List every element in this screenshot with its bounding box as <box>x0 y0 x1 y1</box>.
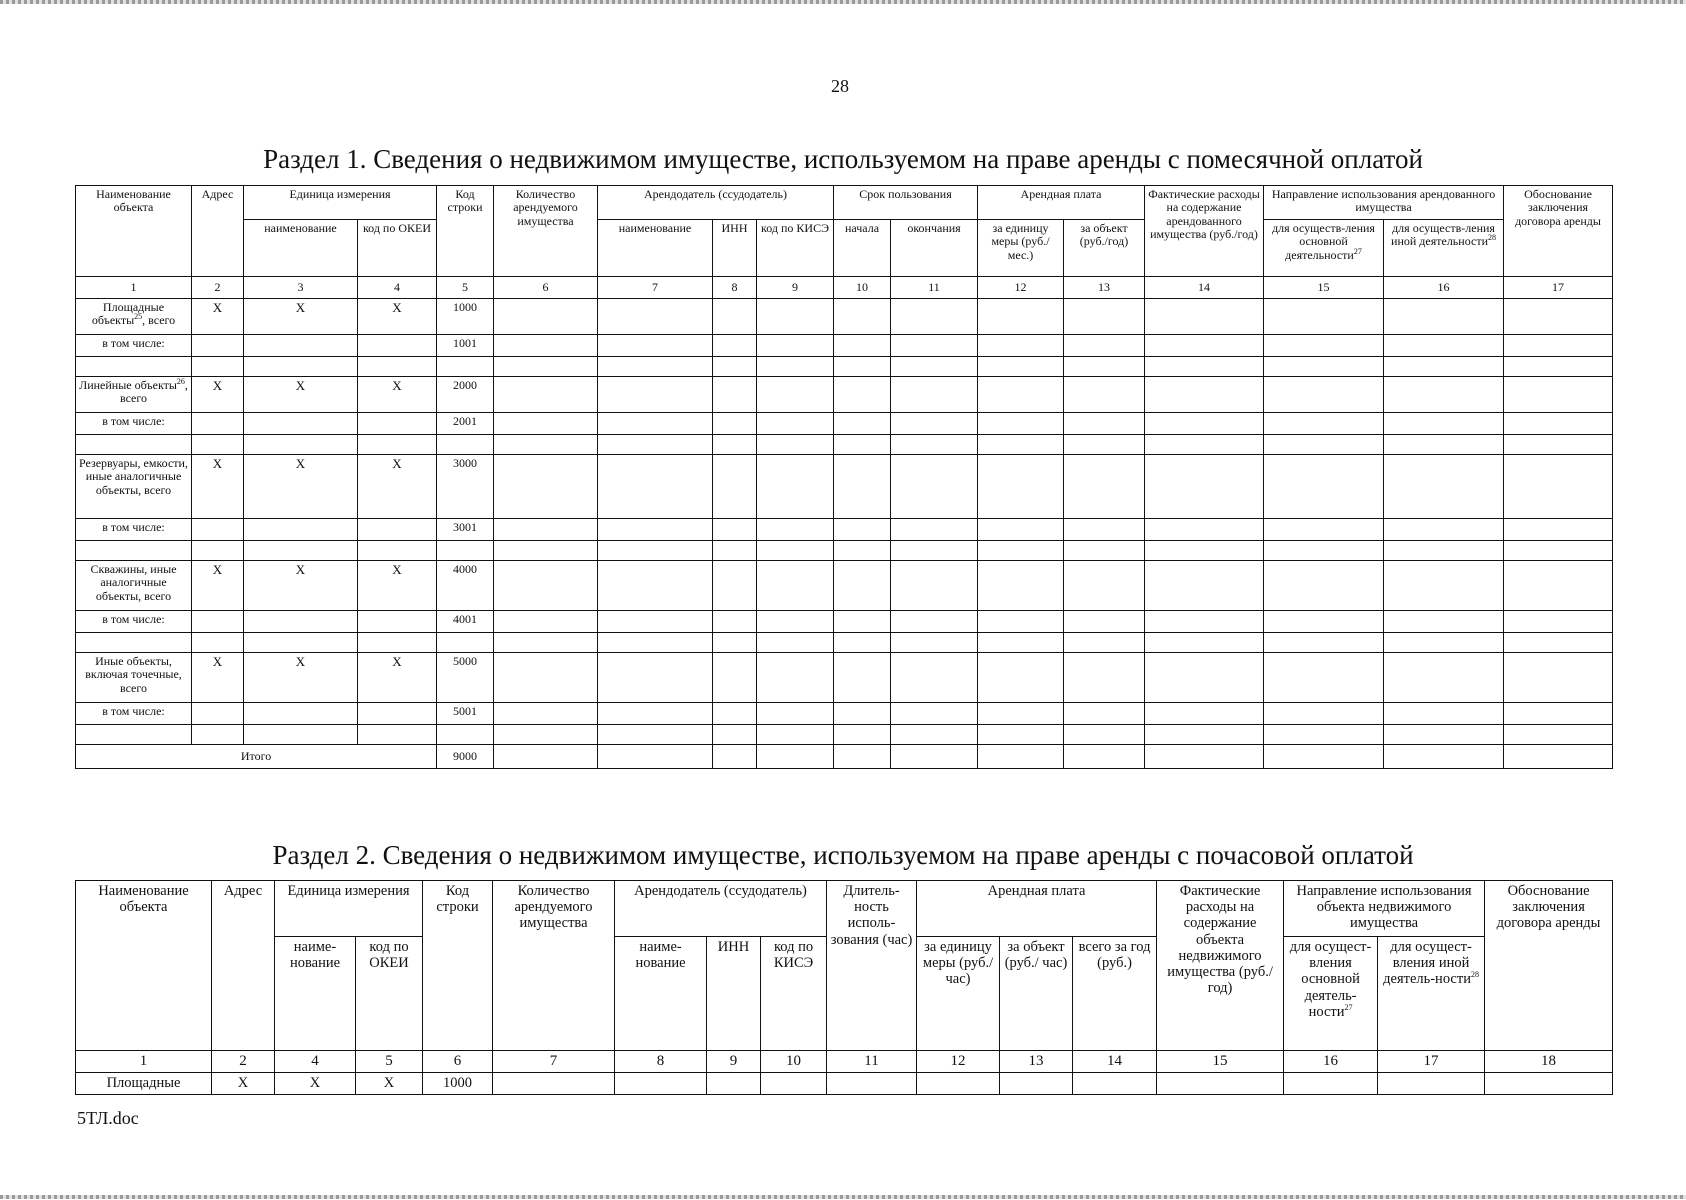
unit-name-cell: X <box>244 299 358 335</box>
header-inn: ИНН <box>707 937 761 1051</box>
column-index: 17 <box>1504 277 1613 299</box>
line-code: 5000 <box>437 653 494 703</box>
column-index: 15 <box>1264 277 1384 299</box>
table-row <box>76 541 1613 561</box>
table-row <box>76 357 1613 377</box>
header-row-top <box>76 186 1613 220</box>
document-filename: 5ТЛ.doc <box>77 1108 139 1128</box>
header-direction-other: для осуществ-ления иной деятельности$^{28}$ <box>1384 220 1504 277</box>
object-name: Площадные <box>76 1073 212 1095</box>
header-kise: код по КИСЭ <box>761 937 827 1051</box>
unit-code-cell: X <box>358 377 437 413</box>
table-row <box>76 413 1613 435</box>
column-index: 18 <box>1485 1051 1613 1073</box>
table-row <box>76 299 1613 335</box>
column-index: 6 <box>494 277 598 299</box>
header-term: Срок пользования <box>834 186 978 220</box>
column-index: 5 <box>356 1051 423 1073</box>
header-lessor-name: наиме-нование <box>615 937 707 1051</box>
object-name: Площадные объекты$^{25}$, всего <box>76 299 192 335</box>
header-lessor: Арендодатель (ссудодатель) <box>615 881 827 937</box>
footnote-mark: 28 <box>1470 970 1479 980</box>
header-lessor-name: наименование <box>598 220 713 277</box>
table-row <box>76 1073 1613 1095</box>
table-row <box>76 335 1613 357</box>
column-index: 14 <box>1145 277 1264 299</box>
footnote-mark: 25 <box>134 312 143 322</box>
header-duration: Длитель-ность исполь-зования (час) <box>827 881 917 1051</box>
header-rent-unit: за единицу меры (руб./мес.) <box>978 220 1064 277</box>
table-row <box>76 653 1613 703</box>
column-index: 10 <box>834 277 891 299</box>
line-code: 2001 <box>437 413 494 435</box>
table-row <box>76 725 1613 745</box>
column-index-row <box>76 1051 1613 1073</box>
column-index: 8 <box>713 277 757 299</box>
total-row <box>76 745 1613 769</box>
header-rent-unit: за единицу меры (руб./ час) <box>917 937 1000 1051</box>
unit-name-cell: X <box>244 377 358 413</box>
table-row <box>76 611 1613 633</box>
column-index: 11 <box>827 1051 917 1073</box>
header-quantity: Количество арендуемого имущества <box>493 881 615 1051</box>
column-index: 4 <box>358 277 437 299</box>
header-expenses: Фактические расходы на содержание объекта недвижимого имущества (руб./ год) <box>1157 881 1284 1051</box>
section-1-table <box>75 185 1613 769</box>
footnote-mark: 26 <box>176 377 185 386</box>
address-cell: X <box>212 1073 275 1095</box>
unit-code-cell: X <box>358 653 437 703</box>
header-rent-year: всего за год (руб.) <box>1073 937 1157 1051</box>
header-basis: Обоснование заключения договора аренды <box>1485 881 1613 1051</box>
unit-name-cell: X <box>244 653 358 703</box>
header-quantity: Количество арендуемого имущества <box>494 186 598 277</box>
line-code: 1000 <box>437 299 494 335</box>
unit-code-cell: X <box>358 299 437 335</box>
column-index: 16 <box>1384 277 1504 299</box>
column-index: 12 <box>978 277 1064 299</box>
column-index: 12 <box>917 1051 1000 1073</box>
header-row-top <box>76 881 1613 937</box>
line-code: 3000 <box>437 455 494 519</box>
column-index: 7 <box>493 1051 615 1073</box>
total-code: 9000 <box>437 745 494 769</box>
column-index: 1 <box>76 1051 212 1073</box>
column-index: 10 <box>761 1051 827 1073</box>
header-unit-name: наименование <box>244 220 358 277</box>
header-lessor: Арендодатель (ссудодатель) <box>598 186 834 220</box>
including-label: в том числе: <box>76 519 192 541</box>
header-kise: код по КИСЭ <box>757 220 834 277</box>
page-number: 28 <box>831 76 849 96</box>
unit-name-cell: X <box>275 1073 356 1095</box>
header-address: Адрес <box>192 186 244 277</box>
column-index: 1 <box>76 277 192 299</box>
header-direction: Направление использования арендованного имущества <box>1264 186 1504 220</box>
header-unit-code: код по ОКЕИ <box>356 937 423 1051</box>
column-index: 2 <box>212 1051 275 1073</box>
column-index: 6 <box>423 1051 493 1073</box>
table-row <box>76 703 1613 725</box>
line-code: 4001 <box>437 611 494 633</box>
table-row <box>76 519 1613 541</box>
table-row <box>76 455 1613 519</box>
column-index: 14 <box>1073 1051 1157 1073</box>
scan-edge-top <box>0 0 1686 4</box>
address-cell: X <box>192 561 244 611</box>
header-unit-code: код по ОКЕИ <box>358 220 437 277</box>
column-index: 8 <box>615 1051 707 1073</box>
section-1-body <box>76 299 1613 745</box>
header-term-end: окончания <box>891 220 978 277</box>
line-code: 5001 <box>437 703 494 725</box>
unit-code-cell: X <box>358 561 437 611</box>
column-index: 13 <box>1064 277 1145 299</box>
table-row <box>76 377 1613 413</box>
section-1-title: Раздел 1. Сведения о недвижимом имуществе, используемом на праве аренды с помесячной оплатой <box>263 144 1423 174</box>
address-cell: X <box>192 377 244 413</box>
table-row <box>76 633 1613 653</box>
column-index: 4 <box>275 1051 356 1073</box>
including-label: в том числе: <box>76 611 192 633</box>
column-index: 2 <box>192 277 244 299</box>
unit-name-cell: X <box>244 561 358 611</box>
header-unit-name: наиме-нование <box>275 937 356 1051</box>
footnote-mark: 28 <box>1488 233 1496 243</box>
header-line-code: Код строки <box>423 881 493 1051</box>
header-rent: Арендная плата <box>978 186 1145 220</box>
column-index: 3 <box>244 277 358 299</box>
including-label: в том числе: <box>76 703 192 725</box>
header-line-code: Код строки <box>437 186 494 277</box>
header-direction-main: для осуществ-ления основной деятельности$^{27}$ <box>1264 220 1384 277</box>
footnote-mark: 27 <box>1344 1003 1353 1013</box>
scan-edge-bottom <box>0 1195 1686 1199</box>
address-cell: X <box>192 299 244 335</box>
line-code: 2000 <box>437 377 494 413</box>
header-rent-object: за объект (руб./год) <box>1064 220 1145 277</box>
header-inn: ИНН <box>713 220 757 277</box>
line-code: 1000 <box>423 1073 493 1095</box>
header-unit: Единица измерения <box>275 881 423 937</box>
header-object-name: Наименование объекта <box>76 881 212 1051</box>
section-2-title: Раздел 2. Сведения о недвижимом имуществе, используемом на праве аренды с почасовой оплатой <box>272 840 1414 870</box>
unit-name-cell: X <box>244 455 358 519</box>
unit-code-cell: X <box>356 1073 423 1095</box>
table-row <box>76 561 1613 611</box>
column-index: 7 <box>598 277 713 299</box>
table-row <box>76 435 1613 455</box>
object-name: Резервуары, емкости, иные аналогичные объекты, всего <box>76 455 192 519</box>
column-index: 9 <box>757 277 834 299</box>
column-index: 11 <box>891 277 978 299</box>
header-direction: Направление использования объекта недвижимого имущества <box>1284 881 1485 937</box>
header-basis: Обоснование заключения договора аренды <box>1504 186 1613 277</box>
column-index: 5 <box>437 277 494 299</box>
line-code: 1001 <box>437 335 494 357</box>
header-expenses: Фактические расходы на содержание арендованного имущества (руб./год) <box>1145 186 1264 277</box>
line-code: 4000 <box>437 561 494 611</box>
column-index: 17 <box>1378 1051 1485 1073</box>
header-address: Адрес <box>212 881 275 1051</box>
footnote-mark: 27 <box>1353 246 1362 256</box>
header-row-sub <box>76 220 1613 277</box>
address-cell: X <box>192 455 244 519</box>
column-index: 16 <box>1284 1051 1378 1073</box>
total-label: Итого <box>76 745 437 769</box>
column-index-row <box>76 277 1613 299</box>
line-code: 3001 <box>437 519 494 541</box>
column-index: 15 <box>1157 1051 1284 1073</box>
header-term-start: начала <box>834 220 891 277</box>
header-rent: Арендная плата <box>917 881 1157 937</box>
section-2-table <box>75 880 1613 1095</box>
object-name: Линейные объекты$^{26}$, всего <box>76 377 192 413</box>
including-label: в том числе: <box>76 413 192 435</box>
unit-code-cell: X <box>358 455 437 519</box>
column-index: 9 <box>707 1051 761 1073</box>
header-direction-other: для осущест-вления иной деятель-ности$^{28}$ <box>1378 937 1485 1051</box>
header-rent-object: за объект (руб./ час) <box>1000 937 1073 1051</box>
object-name: Иные объекты, включая точечные, всего <box>76 653 192 703</box>
address-cell: X <box>192 653 244 703</box>
header-object-name: Наименование объекта <box>76 186 192 277</box>
including-label: в том числе: <box>76 335 192 357</box>
column-index: 13 <box>1000 1051 1073 1073</box>
object-name: Скважины, иные аналогичные объекты, всего <box>76 561 192 611</box>
header-unit: Единица измерения <box>244 186 437 220</box>
header-direction-main: для осущест-вления основной деятель-ности$^{27}$ <box>1284 937 1378 1051</box>
